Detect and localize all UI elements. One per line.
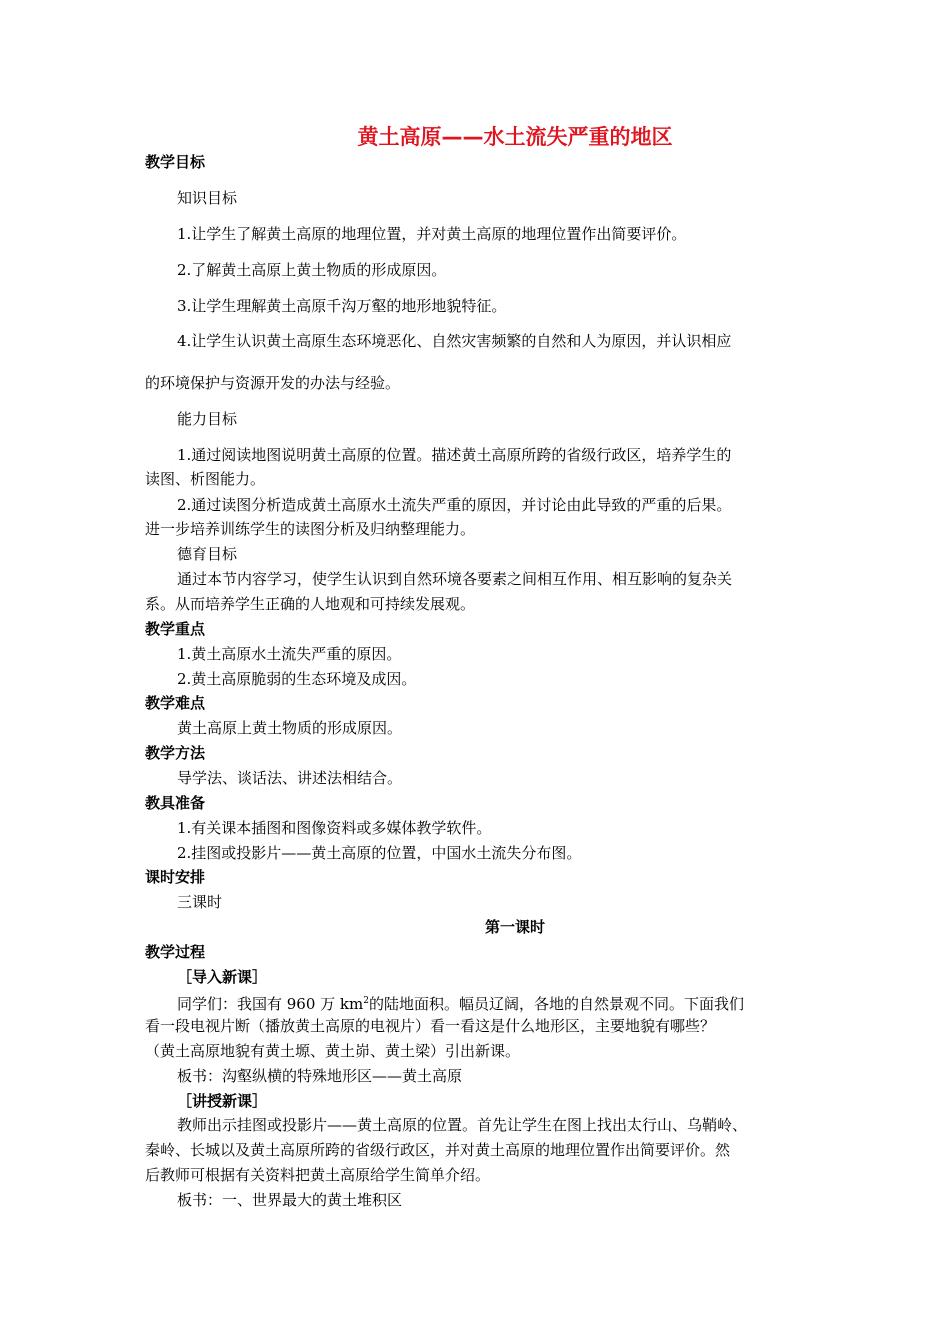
subheading-intro: ［导入新课］ (177, 968, 268, 986)
heading-method: 教学方法 (145, 744, 206, 762)
heading-key-points: 教学重点 (145, 620, 206, 638)
intro-line-1 (177, 991, 744, 1014)
ability-item-2b: 进一步培养训练学生的读图分析及归纳整理能力。 (145, 520, 476, 538)
key-item-2: 2.黄土高原脆弱的生态环境及成因。 (177, 670, 417, 688)
subheading-teach: ［讲授新课］ (177, 1092, 268, 1110)
ability-item-1a: 1.通过阅读地图说明黄土高原的位置。描述黄土高原所跨的省级行政区，培养学生的 (177, 446, 732, 464)
teach-line-3: 后教师可根据有关资料把黄土高原给学生简单介绍。 (145, 1166, 491, 1184)
subheading-ability: 能力目标 (177, 410, 238, 428)
knowledge-item-2: 2.了解黄土高原上黄土物质的形成原因。 (177, 261, 447, 279)
heading-teaching-goals: 教学目标 (145, 153, 206, 171)
knowledge-item-4b: 的环境保护与资源开发的办法与经验。 (145, 374, 401, 392)
heading-schedule: 课时安排 (145, 868, 206, 886)
schedule-item: 三课时 (177, 893, 223, 911)
document-title: 黄土高原——水土流失严重的地区 (357, 125, 673, 149)
difficulty-item: 黄土高原上黄土物质的形成原因。 (177, 719, 403, 737)
moral-item-a: 通过本节内容学习，使学生认识到自然环境各要素之间相互作用、相互影响的复杂关 (177, 570, 733, 588)
lesson-title: 第一课时 (484, 918, 545, 936)
knowledge-item-3: 3.让学生理解黄土高原千沟万壑的地形地貌特征。 (177, 297, 507, 315)
ability-item-2a: 2.通过读图分析造成黄土高原水土流失严重的原因，并讨论由此导致的严重的后果。 (177, 496, 732, 514)
tools-item-2: 2.挂图或投影片——黄土高原的位置，中国水土流失分布图。 (177, 844, 582, 862)
ability-item-1b: 读图、析图能力。 (145, 470, 266, 488)
moral-item-b: 系。从而培养学生正确的人地观和可持续发展观。 (145, 595, 476, 613)
heading-process: 教学过程 (145, 943, 206, 961)
teach-line-2: 秦岭、长城以及黄土高原所跨的省级行政区，并对黄土高原的地理位置作出简要评价。然 (145, 1141, 731, 1159)
intro-line-1-text-a: 同学们：我国有 960 万 km (177, 995, 364, 1013)
knowledge-item-1: 1.让学生了解黄土高原的地理位置，并对黄土高原的地理位置作出简要评价。 (177, 225, 687, 243)
intro-line-3: （黄土高原地貌有黄土塬、黄土峁、黄土梁）引出新课。 (145, 1042, 521, 1060)
tools-item-1: 1.有关课本插图和图像资料或多媒体教学软件。 (177, 819, 492, 837)
key-item-1: 1.黄土高原水土流失严重的原因。 (177, 645, 402, 663)
subheading-knowledge: 知识目标 (177, 189, 238, 207)
teach-line-1: 教师出示挂图或投影片——黄土高原的位置。首先让学生在图上找出太行山、乌鞘岭、 (177, 1116, 748, 1134)
intro-line-1-text-b: 的陆地面积。幅员辽阔，各地的自然景观不同。下面我们 (368, 995, 744, 1013)
heading-difficulty: 教学难点 (145, 694, 206, 712)
knowledge-item-4a: 4.让学生认识黄土高原生态环境恶化、自然灾害频繁的自然和人为原因，并认识相应 (177, 332, 732, 350)
intro-line-2: 看一段电视片断（播放黄土高原的电视片）看一看这是什么地形区，主要地貌有哪些？ (145, 1017, 716, 1035)
method-item: 导学法、谈话法、讲述法相结合。 (177, 769, 403, 787)
subheading-moral: 德育目标 (177, 545, 238, 563)
superscript: 2 (363, 996, 369, 1006)
board-note-1: 板书：沟壑纵横的特殊地形区——黄土高原 (177, 1067, 463, 1085)
heading-tools: 教具准备 (145, 794, 206, 812)
board-note-2: 板书：一、世界最大的黄土堆积区 (177, 1191, 403, 1209)
